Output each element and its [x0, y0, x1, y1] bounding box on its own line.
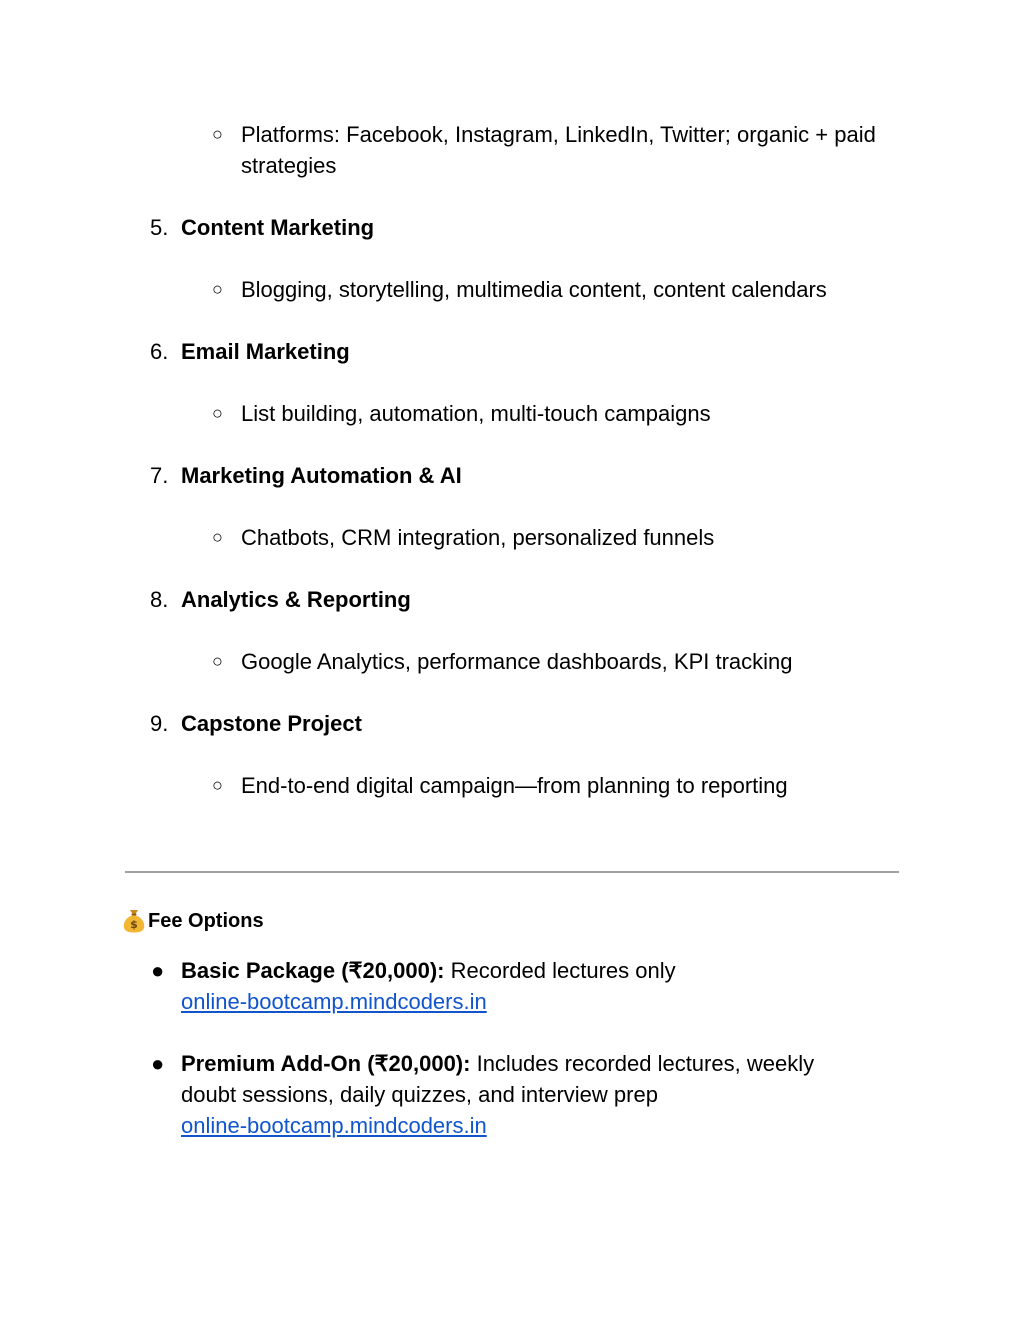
- module-title: Content Marketing: [181, 215, 375, 240]
- horizontal-divider: [125, 871, 899, 873]
- hollow-bullet-icon: ○: [212, 775, 223, 795]
- sub-bullet-text: Platforms: Facebook, Instagram, LinkedIn, Twitter; organic + paid strategies: [241, 122, 876, 178]
- module-title: Email Marketing: [181, 339, 350, 364]
- module-heading-9: [150, 708, 362, 739]
- fee-item-basic: [151, 955, 871, 1017]
- module-heading-8: [150, 584, 411, 615]
- hollow-bullet-icon: ○: [212, 651, 223, 671]
- module-number: 5.: [150, 215, 169, 240]
- module-number: 6.: [150, 339, 169, 364]
- filled-bullet-icon: ●: [151, 1051, 165, 1076]
- module-detail-6: [212, 398, 881, 429]
- module-detail-9: [212, 770, 881, 801]
- money-bag-icon: [120, 907, 148, 933]
- module-detail-text: Chatbots, CRM integration, personalized funnels: [241, 525, 715, 550]
- module-detail-8: [212, 646, 881, 677]
- module-detail-text: Google Analytics, performance dashboards, KPI tracking: [241, 649, 793, 674]
- fee-item-label: Premium Add‑On (₹20,000):: [181, 1051, 471, 1076]
- hollow-bullet-icon: ○: [212, 403, 223, 423]
- filled-bullet-icon: ●: [151, 958, 165, 983]
- module-number: 8.: [150, 587, 169, 612]
- hollow-bullet-icon: ○: [212, 124, 223, 144]
- module-detail-text: Blogging, storytelling, multimedia content, content calendars: [241, 277, 827, 302]
- sub-bullet-platforms: [212, 119, 881, 181]
- fee-options-title: Fee Options: [148, 910, 264, 932]
- module-detail-text: List building, automation, multi-touch campaigns: [241, 401, 711, 426]
- module-title: Marketing Automation & AI: [181, 463, 462, 488]
- module-heading-5: [150, 212, 374, 243]
- module-heading-6: [150, 336, 350, 367]
- module-number: 7.: [150, 463, 169, 488]
- bootcamp-link[interactable]: online-bootcamp.mindcoders.in: [181, 989, 487, 1014]
- module-detail-text: End-to-end digital campaign—from planning to reporting: [241, 773, 788, 798]
- fee-item-premium: [151, 1048, 871, 1141]
- bootcamp-link[interactable]: online-bootcamp.mindcoders.in: [181, 1113, 487, 1138]
- module-number: 9.: [150, 711, 169, 736]
- module-title: Capstone Project: [181, 711, 362, 736]
- fee-options-heading: [120, 907, 264, 935]
- fee-item-label: Basic Package (₹20,000):: [181, 958, 445, 983]
- module-title: Analytics & Reporting: [181, 587, 411, 612]
- module-detail-7: [212, 522, 881, 553]
- module-detail-5: [212, 274, 881, 305]
- hollow-bullet-icon: ○: [212, 279, 223, 299]
- hollow-bullet-icon: ○: [212, 527, 223, 547]
- fee-item-text: Includes recorded lectures, weekly doubt sessions, daily quizzes, and interview prep: [181, 1051, 815, 1107]
- module-heading-7: [150, 460, 462, 491]
- fee-item-text: Recorded lectures only: [444, 958, 676, 983]
- svg-text:$: $: [130, 918, 138, 931]
